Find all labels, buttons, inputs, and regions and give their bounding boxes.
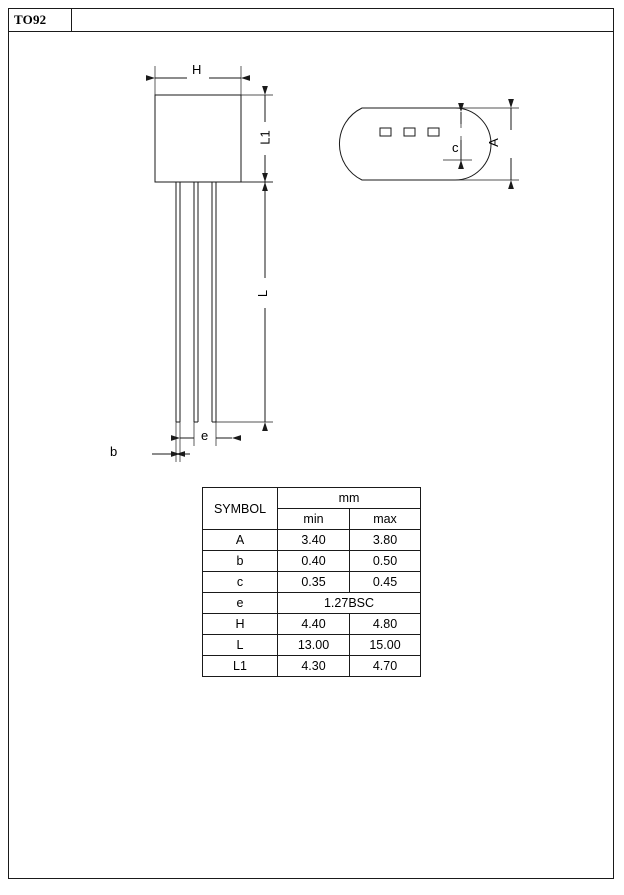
cell-span-value: 1.27BSC [278, 593, 421, 614]
cell-max: 4.70 [350, 656, 421, 677]
cell-symbol: b [203, 551, 278, 572]
table-row [203, 593, 421, 614]
cell-min: 4.40 [278, 614, 350, 635]
cell-symbol: H [203, 614, 278, 635]
table-row [203, 614, 421, 635]
cell-max: 3.80 [350, 530, 421, 551]
title-bar [8, 8, 614, 32]
cell-min: 13.00 [278, 635, 350, 656]
dim-label-A: A [485, 138, 501, 147]
dim-label-b: b [110, 444, 118, 459]
header-unit: mm [278, 488, 421, 509]
cell-max: 0.50 [350, 551, 421, 572]
cell-min: 3.40 [278, 530, 350, 551]
dim-label-H: H [192, 62, 202, 77]
header-max: max [350, 509, 421, 530]
cell-min: 0.35 [278, 572, 350, 593]
table-row [203, 635, 421, 656]
cell-max: 0.45 [350, 572, 421, 593]
dim-label-c: c [452, 140, 459, 155]
cell-max: 15.00 [350, 635, 421, 656]
cell-max: 4.80 [350, 614, 421, 635]
table-header-row [203, 488, 421, 509]
cell-min: 0.40 [278, 551, 350, 572]
page-border [8, 8, 614, 879]
package-title: TO92 [8, 8, 72, 31]
dim-label-L: L [255, 289, 271, 298]
header-min: min [278, 509, 350, 530]
header-symbol: SYMBOL [203, 488, 278, 530]
table-row [203, 551, 421, 572]
table-row [203, 530, 421, 551]
cell-symbol: e [203, 593, 278, 614]
table-row [203, 656, 421, 677]
dimensions-table [202, 487, 421, 677]
cell-symbol: c [203, 572, 278, 593]
dim-label-e: e [201, 428, 209, 443]
cell-symbol: L [203, 635, 278, 656]
cell-min: 4.30 [278, 656, 350, 677]
cell-symbol: A [203, 530, 278, 551]
dim-label-L1: L1 [257, 130, 273, 145]
cell-symbol: L1 [203, 656, 278, 677]
table-row [203, 572, 421, 593]
